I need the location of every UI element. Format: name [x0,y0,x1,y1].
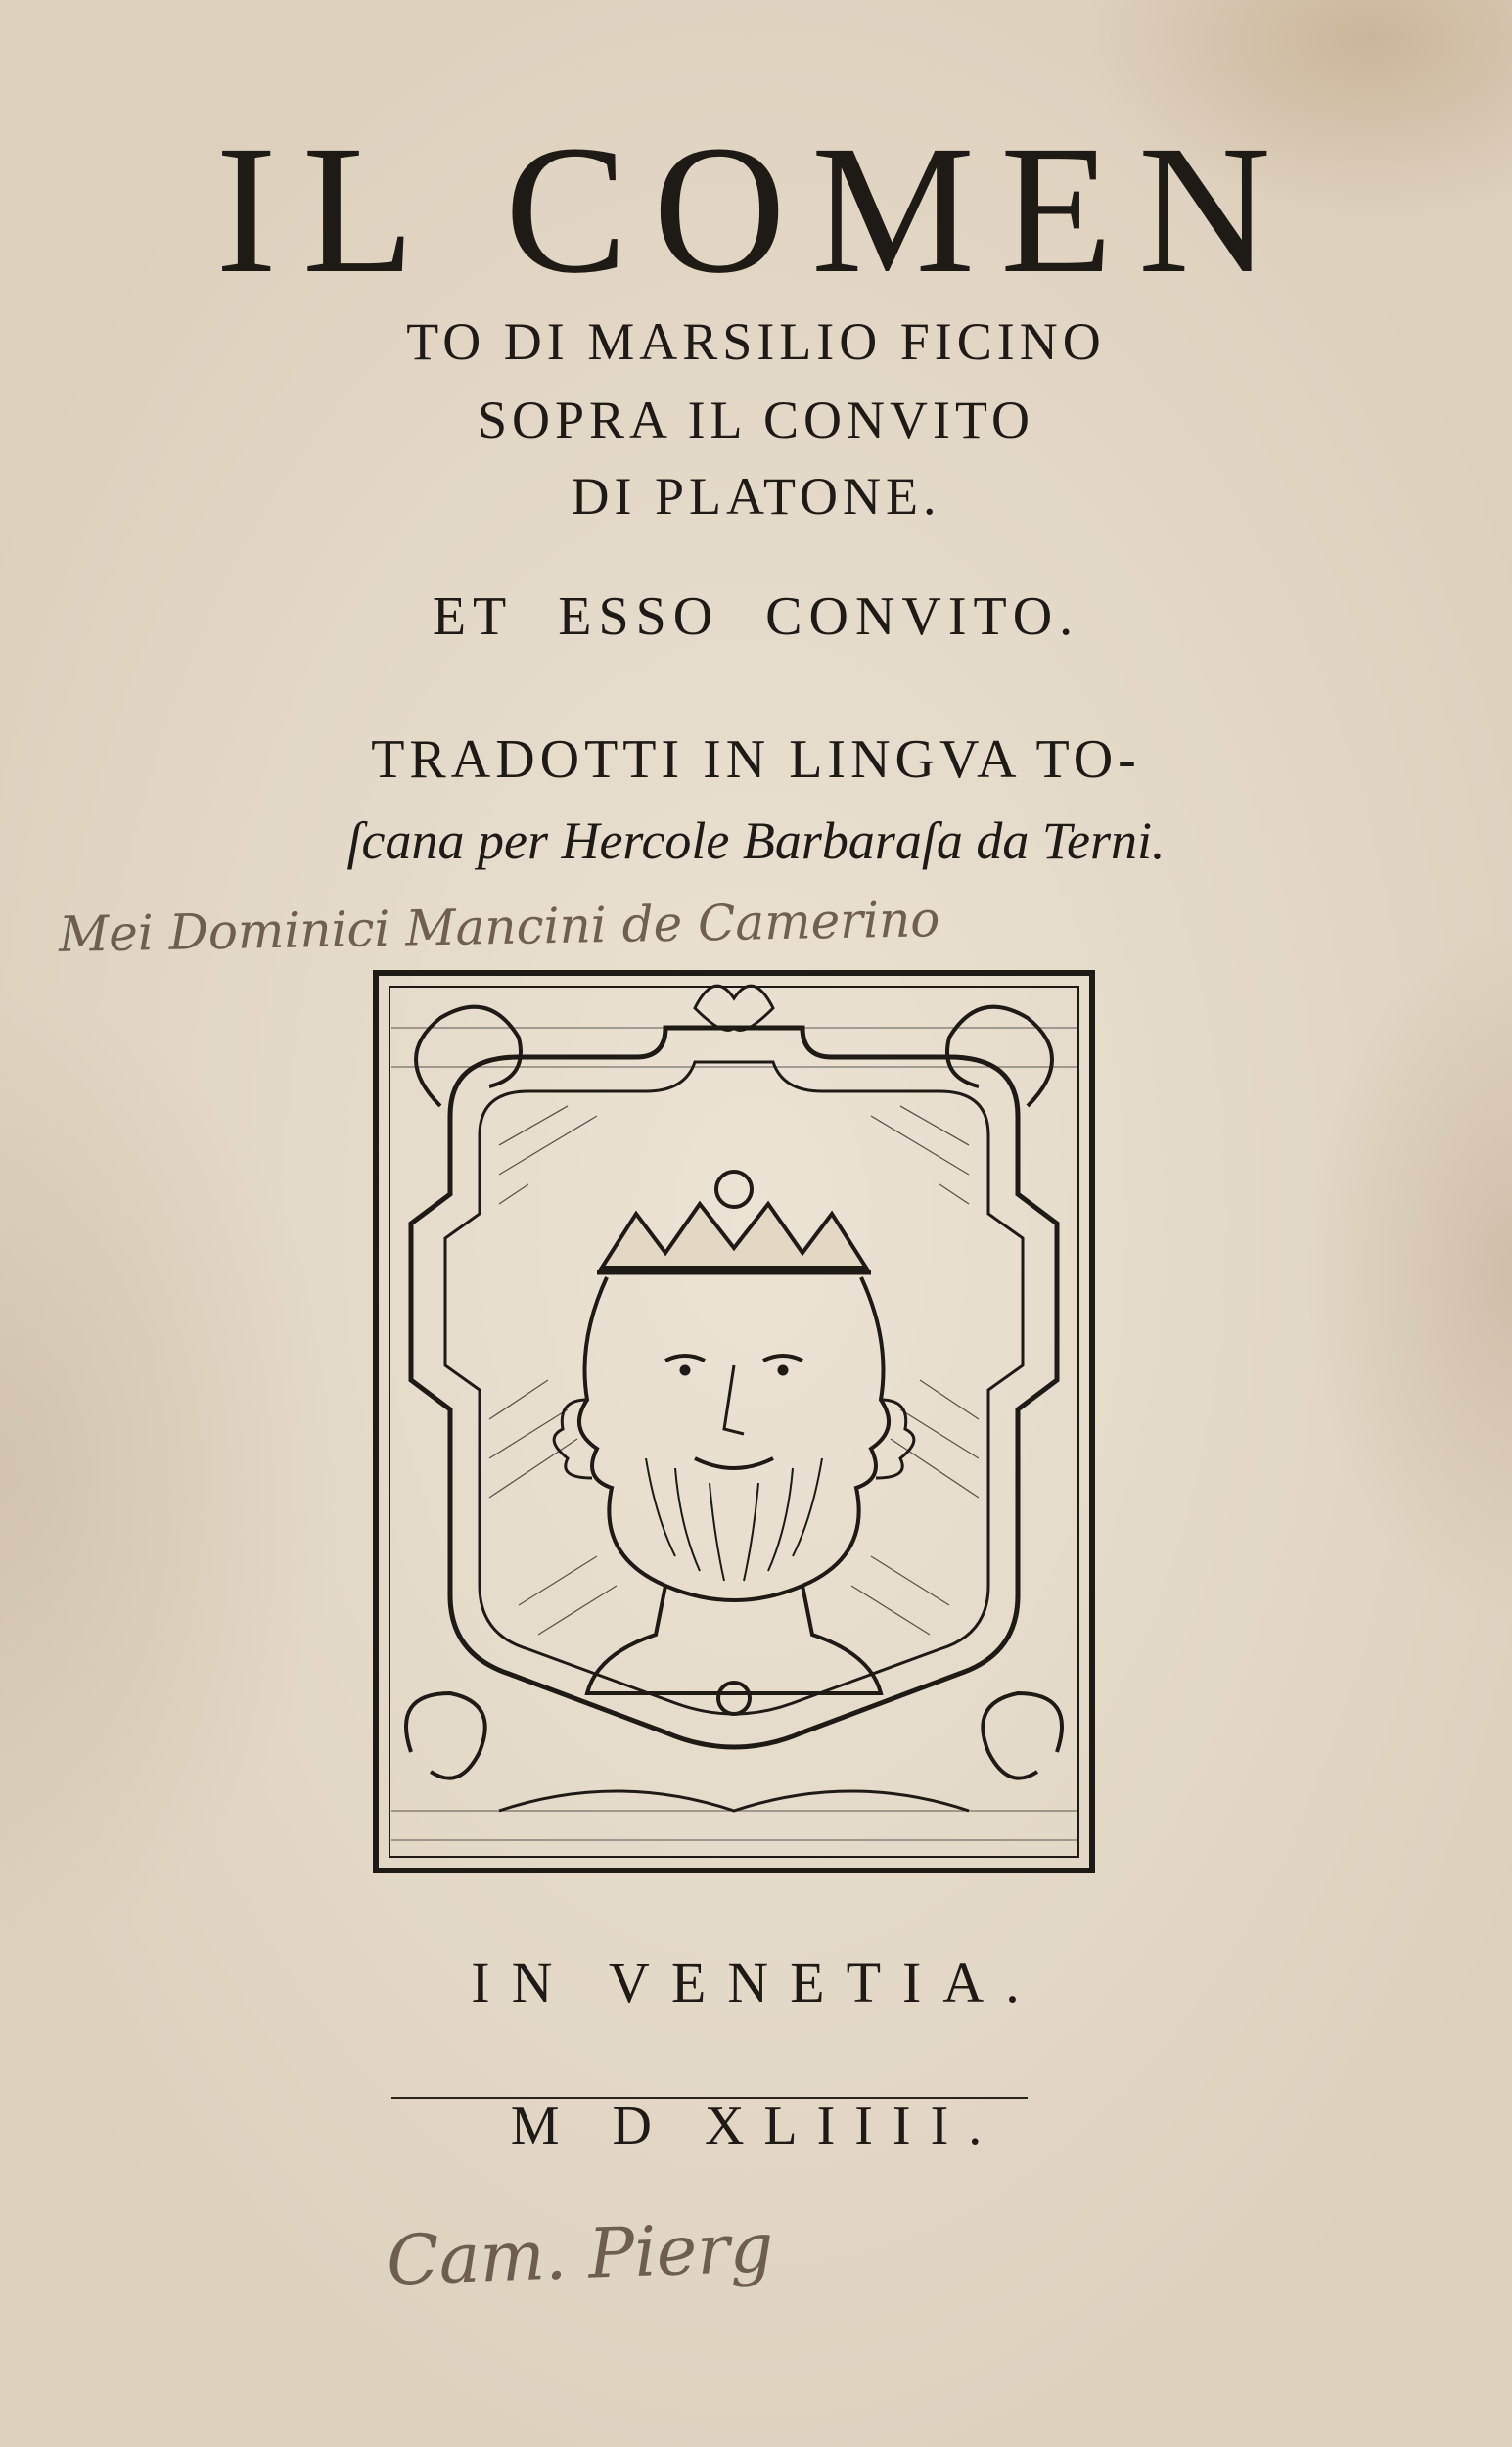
imprint-date: M D XLIIII. [510,2096,1002,2156]
subtitle-line-2: SOPRA IL CONVITO [477,391,1035,449]
woodcut-frame-inner [389,987,1078,1857]
subtitle-line-3: DI PLATONE. [571,467,941,526]
book-title: IL COMEN [215,107,1297,311]
shelfmark-inscription: Cam. Pierg [385,2207,775,2301]
imprint-place: IN VENETIA. [471,1951,1041,2014]
translator-line-1: TRADOTTI IN LINGVA TO- [371,729,1141,790]
translator-line-2: ſcana per Hercole Barbaraſa da Terni. [346,811,1166,870]
subtitle-line-4: ET ESSO CONVITO. [432,586,1080,647]
ownership-inscription: Mei Dominici Mancini de Camerino [58,891,940,963]
woodcut-illustration [372,969,1096,1874]
subtitle-line-1: TO DI MARSILIO FICINO [406,312,1106,371]
